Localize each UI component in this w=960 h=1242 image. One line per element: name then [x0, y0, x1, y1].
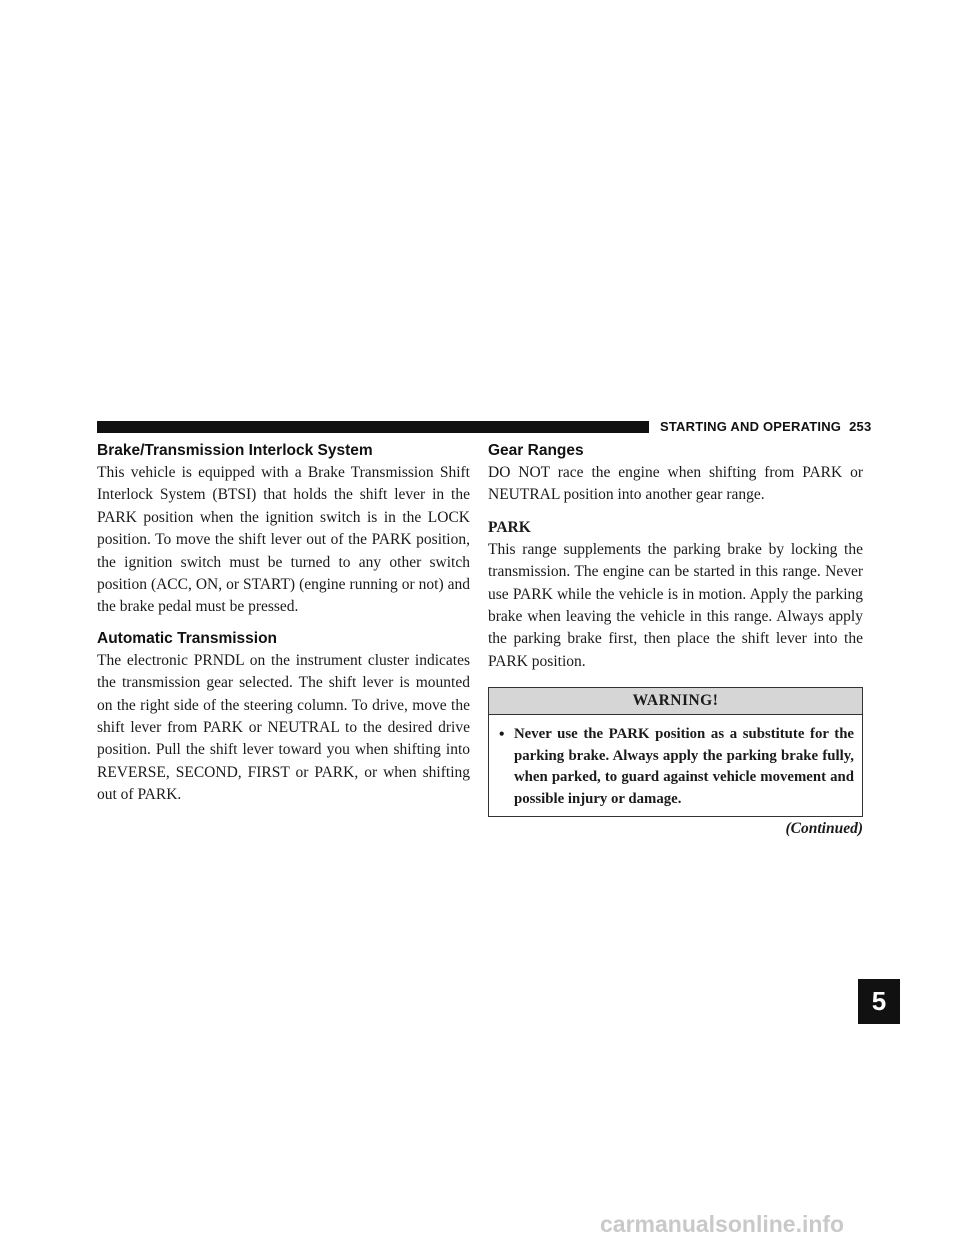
chapter-tab: 5 [858, 979, 900, 1024]
heading-gear-ranges: Gear Ranges [488, 442, 584, 459]
paragraph-park: This range supplements the parking brake by locking the transmission. The engine can be started in this range. Never use PARK while the vehicle is in motion. Apply the parking brake when leaving the vehicle in this range. Always apply the parking brake first, then place the shift lever into the PARK position. [488, 540, 863, 670]
bullet-icon: • [499, 726, 505, 744]
paragraph-automatic-transmission: The electronic PRNDL on the instrument cluster indicates the transmission gear selected. The shift lever is mounted on the right side of the steering column. To drive, move the shift lever from PARK or NEUTRAL to the desired drive position. Pull the shift lever toward you when shifting into REVERSE, SECOND, FIRST or PARK, or when shifting out of PARK. [97, 651, 470, 804]
running-header [660, 419, 871, 434]
warning-item [489, 715, 862, 816]
watermark: carmanualsonline.info [600, 1211, 845, 1237]
page-number: 253 [849, 419, 872, 434]
warning-box [488, 687, 863, 817]
continued-label: (Continued) [785, 820, 863, 838]
header-section: STARTING AND OPERATING [660, 419, 842, 434]
left-column [97, 440, 470, 807]
warning-text: Never use the PARK position as a substitute for the parking brake. Always apply the parking brake fully, when parked, to guard against vehicle movement and possible injury or damage. [514, 726, 854, 807]
heading-automatic-transmission: Automatic Transmission [97, 629, 278, 647]
heading-brake-interlock: Brake/Transmission Interlock System [97, 442, 373, 459]
subheading-park: PARK [488, 518, 531, 536]
paragraph-gear-ranges-intro: DO NOT race the engine when shifting from PARK or NEUTRAL position into another gear range. [488, 464, 863, 504]
paragraph-brake-interlock: This vehicle is equipped with a Brake Transmission Shift Interlock System (BTSI) that holds the shift lever in the PARK position when the ignition switch is in the LOCK position. To move the shift lever out of the PARK position, the ignition switch must be turned to any other switch position (ACC, ON, or START) (engine running or not) and the brake pedal must be pressed. [97, 464, 470, 616]
warning-title: WARNING! [489, 688, 862, 715]
right-column [488, 440, 863, 839]
header-rule [97, 421, 649, 433]
